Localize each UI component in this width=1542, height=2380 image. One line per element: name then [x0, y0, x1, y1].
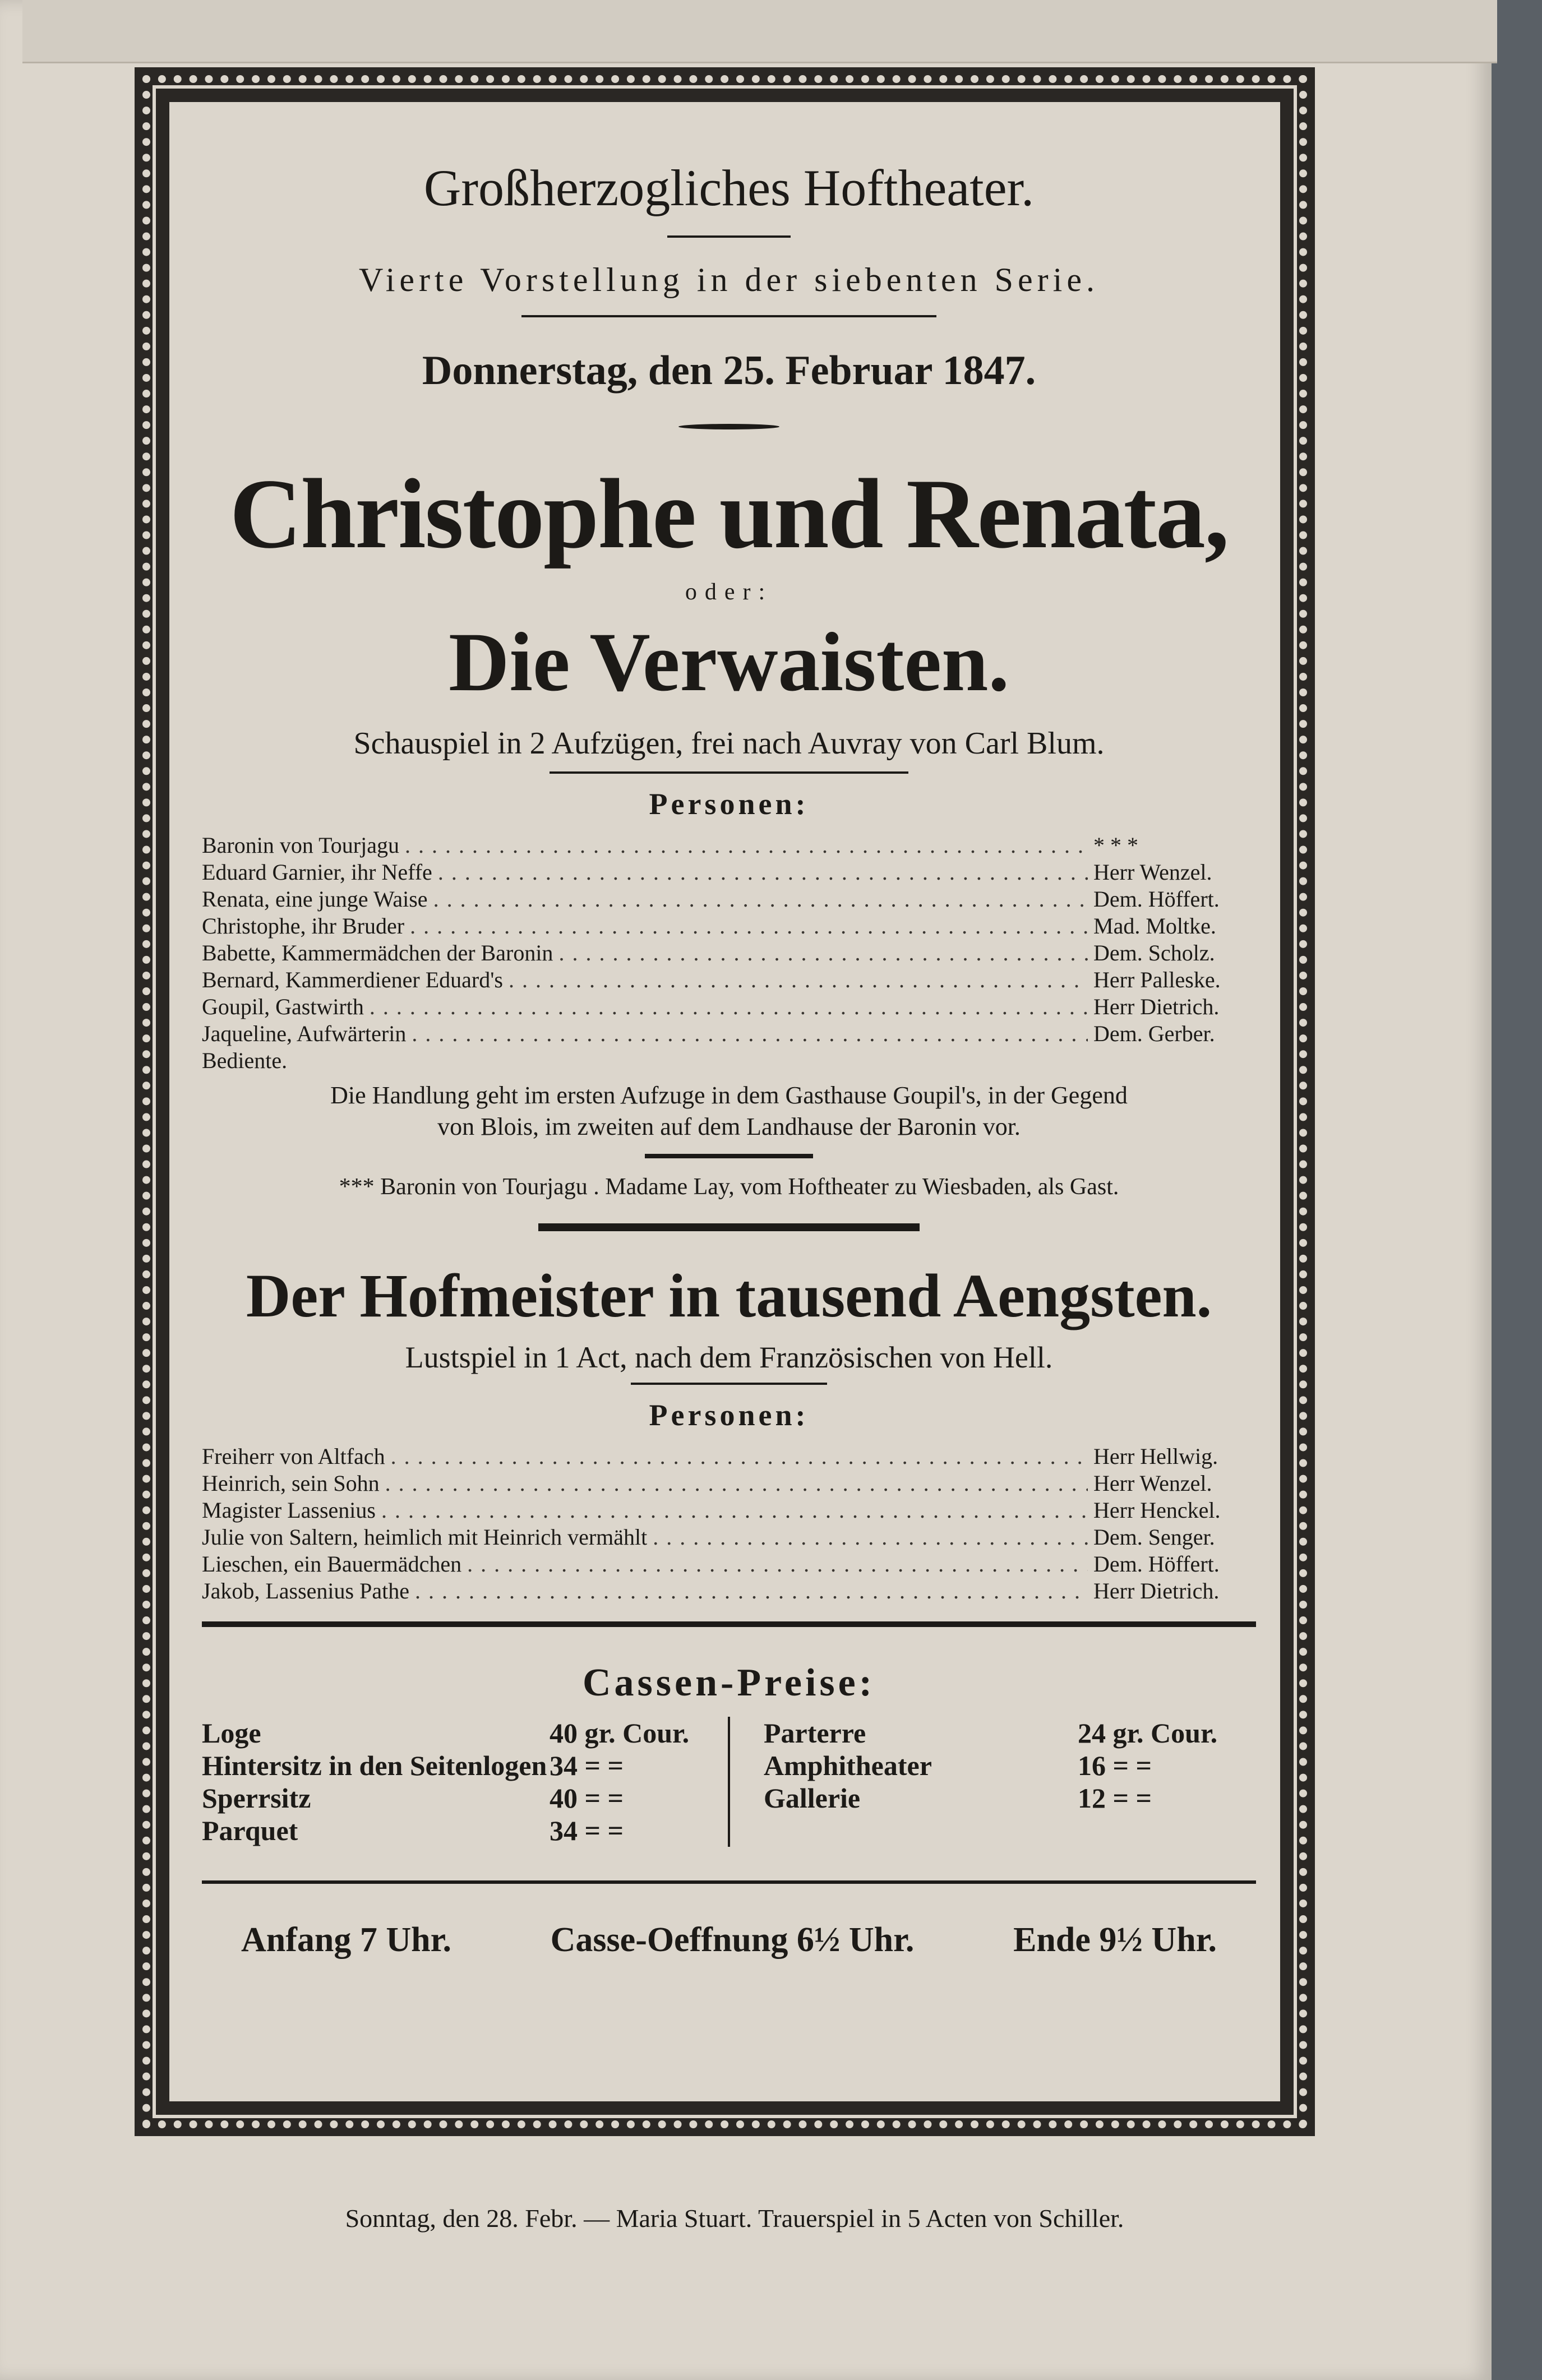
cast-role: Eduard Garnier, ihr Neffe	[202, 859, 432, 885]
price-seat: Parterre	[763, 1717, 866, 1749]
cast-actor: Dem. Scholz.	[1093, 940, 1215, 965]
price-table	[202, 1717, 1256, 1847]
price-row	[764, 1782, 1256, 1814]
cast-role: Renata, eine junge Waise	[202, 886, 428, 912]
leader-dots	[415, 1578, 1088, 1604]
play2-persons-heading: Personen:	[649, 1398, 809, 1432]
cast-actor: Herr Wenzel.	[1093, 1471, 1212, 1496]
cast-row	[202, 967, 1256, 993]
cast-role: Bediente.	[202, 1048, 288, 1073]
cast-actor: Herr Hellwig.	[1093, 1444, 1218, 1469]
price-row	[764, 1717, 1256, 1749]
leader-dots	[381, 1497, 1088, 1523]
cast-actor: Herr Wenzel.	[1093, 859, 1212, 885]
cast-role: Baronin von Tourjagu	[202, 833, 399, 858]
leader-dots	[385, 1470, 1088, 1496]
divider	[667, 235, 791, 238]
cast-row	[202, 940, 1256, 967]
cast-actor: Dem. Höffert.	[1093, 886, 1220, 912]
cast-row	[202, 859, 1256, 886]
price-seat: Parquet	[202, 1815, 298, 1846]
cast-role: Freiherr von Altfach	[202, 1444, 385, 1469]
cast-role: Jaqueline, Aufwärterin	[202, 1021, 407, 1046]
paper-curl	[22, 0, 1497, 63]
cast-row	[202, 913, 1256, 940]
leader-dots	[433, 886, 1088, 912]
price-row	[202, 1782, 717, 1814]
cast-row	[202, 1020, 1256, 1047]
start-time: Anfang 7 Uhr.	[241, 1921, 451, 1959]
price-column-left	[202, 1717, 730, 1847]
cast-role: Goupil, Gastwirth	[202, 994, 364, 1019]
play2-genre: Lustspiel in 1 Act, nach dem Französischen von Hell.	[405, 1341, 1053, 1374]
divider	[678, 424, 779, 429]
divider	[550, 771, 908, 774]
prices-heading: Cassen-Preise:	[582, 1661, 876, 1704]
cast-row	[202, 886, 1256, 913]
play1-genre: Schauspiel in 2 Aufzügen, frei nach Auvray von Carl Blum.	[353, 726, 1105, 761]
cast-extras	[202, 1047, 1256, 1074]
cast-role: Jakob, Lassenius Pathe	[202, 1578, 409, 1603]
price-row	[764, 1749, 1256, 1782]
price-seat: Gallerie	[763, 1782, 861, 1814]
price-value: 34 = =	[550, 1815, 624, 1846]
theatre-name: Großherzogliches Hoftheater.	[423, 159, 1035, 216]
cast-role: Julie von Saltern, heimlich mit Heinrich vermählt	[202, 1524, 648, 1550]
price-seat: Sperrsitz	[202, 1782, 311, 1814]
cast-actor: * * *	[1093, 833, 1138, 858]
cast-row	[202, 1551, 1256, 1578]
play1-persons-heading: Personen:	[649, 787, 809, 821]
price-value: 34 = =	[550, 1750, 624, 1781]
performance-date: Donnerstag, den 25. Februar 1847.	[422, 348, 1036, 394]
cast-actor: Herr Dietrich.	[1093, 994, 1220, 1019]
cast-actor: Herr Henckel.	[1093, 1498, 1221, 1523]
play1-setting-line1: Die Handlung geht im ersten Aufzuge in dem Gasthause Goupil's, in der Gegend	[330, 1082, 1128, 1109]
price-value: 40 gr. Cour.	[550, 1717, 690, 1749]
divider	[202, 1880, 1256, 1884]
cast-row	[202, 1578, 1256, 1605]
cast-actor: Herr Palleske.	[1093, 967, 1221, 992]
leader-dots	[558, 940, 1088, 966]
divider	[202, 1621, 1256, 1627]
price-value: 12 = =	[1077, 1782, 1152, 1814]
cast-role: Magister Lassenius	[202, 1498, 376, 1523]
price-row	[202, 1717, 717, 1749]
leader-dots	[467, 1551, 1088, 1577]
cast-row	[202, 1470, 1256, 1497]
play1-setting-line2: von Blois, im zweiten auf dem Landhause der Baronin vor.	[437, 1113, 1021, 1140]
cast-row	[202, 993, 1256, 1020]
price-value: 40 = =	[550, 1782, 624, 1814]
play2-cast-list	[202, 1443, 1256, 1605]
price-value: 24 gr. Cour.	[1077, 1717, 1218, 1749]
leader-dots	[509, 967, 1088, 993]
playbill-content	[202, 129, 1256, 1968]
divider	[631, 1383, 827, 1385]
price-row	[202, 1749, 717, 1782]
play2-title: Der Hofmeister in tausend Aengsten.	[246, 1261, 1212, 1330]
cast-actor: Herr Dietrich.	[1093, 1578, 1220, 1603]
end-time: Ende 9½ Uhr.	[1013, 1921, 1217, 1959]
play1-title: Christophe und Renata,	[229, 458, 1229, 569]
leader-dots	[410, 913, 1088, 939]
play1-oder: oder:	[685, 579, 773, 605]
times-row	[202, 1912, 1256, 1968]
cast-role: Christophe, ihr Bruder	[202, 913, 405, 939]
price-column-right	[730, 1717, 1256, 1847]
cast-role: Bernard, Kammerdiener Eduard's	[202, 967, 503, 992]
cast-role: Lieschen, ein Bauermädchen	[202, 1551, 462, 1577]
leader-dots	[391, 1443, 1088, 1469]
divider	[645, 1154, 813, 1158]
cast-role: Heinrich, sein Sohn	[202, 1471, 380, 1496]
price-seat: Loge	[202, 1717, 261, 1749]
cast-role: Babette, Kammermädchen der Baronin	[202, 940, 553, 965]
next-performance-note: Sonntag, den 28. Febr. — Maria Stuart. Trauerspiel in 5 Acten von Schiller.	[345, 2204, 1124, 2233]
leader-dots	[653, 1524, 1088, 1550]
price-value: 16 = =	[1077, 1750, 1152, 1781]
leader-dots	[405, 832, 1088, 858]
cast-row	[202, 1524, 1256, 1551]
leader-dots	[438, 859, 1088, 885]
play1-guest-note: *** Baronin von Tourjagu . Madame Lay, vom Hoftheater zu Wiesbaden, als Gast.	[339, 1174, 1119, 1200]
cast-row	[202, 832, 1256, 859]
divider	[521, 315, 936, 317]
play1-cast-list	[202, 832, 1256, 1074]
leader-dots	[370, 993, 1088, 1020]
cast-row	[202, 1443, 1256, 1470]
leader-dots	[412, 1020, 1088, 1047]
cast-actor: Dem. Senger.	[1093, 1524, 1215, 1550]
cast-actor: Dem. Höffert.	[1093, 1551, 1220, 1577]
price-seat: Hintersitz in den Seitenlogen	[202, 1750, 547, 1781]
series-line: Vierte Vorstellung in der siebenten Serie.	[359, 261, 1099, 298]
cast-actor: Dem. Gerber.	[1093, 1021, 1215, 1046]
price-seat: Amphitheater	[763, 1750, 932, 1781]
divider	[538, 1223, 920, 1231]
cast-actor: Mad. Moltke.	[1093, 913, 1216, 939]
box-office-time: Casse-Oeffnung 6½ Uhr.	[550, 1921, 915, 1959]
cast-row	[202, 1497, 1256, 1524]
price-row	[202, 1814, 717, 1847]
play1-subtitle: Die Verwaisten.	[449, 616, 1009, 709]
